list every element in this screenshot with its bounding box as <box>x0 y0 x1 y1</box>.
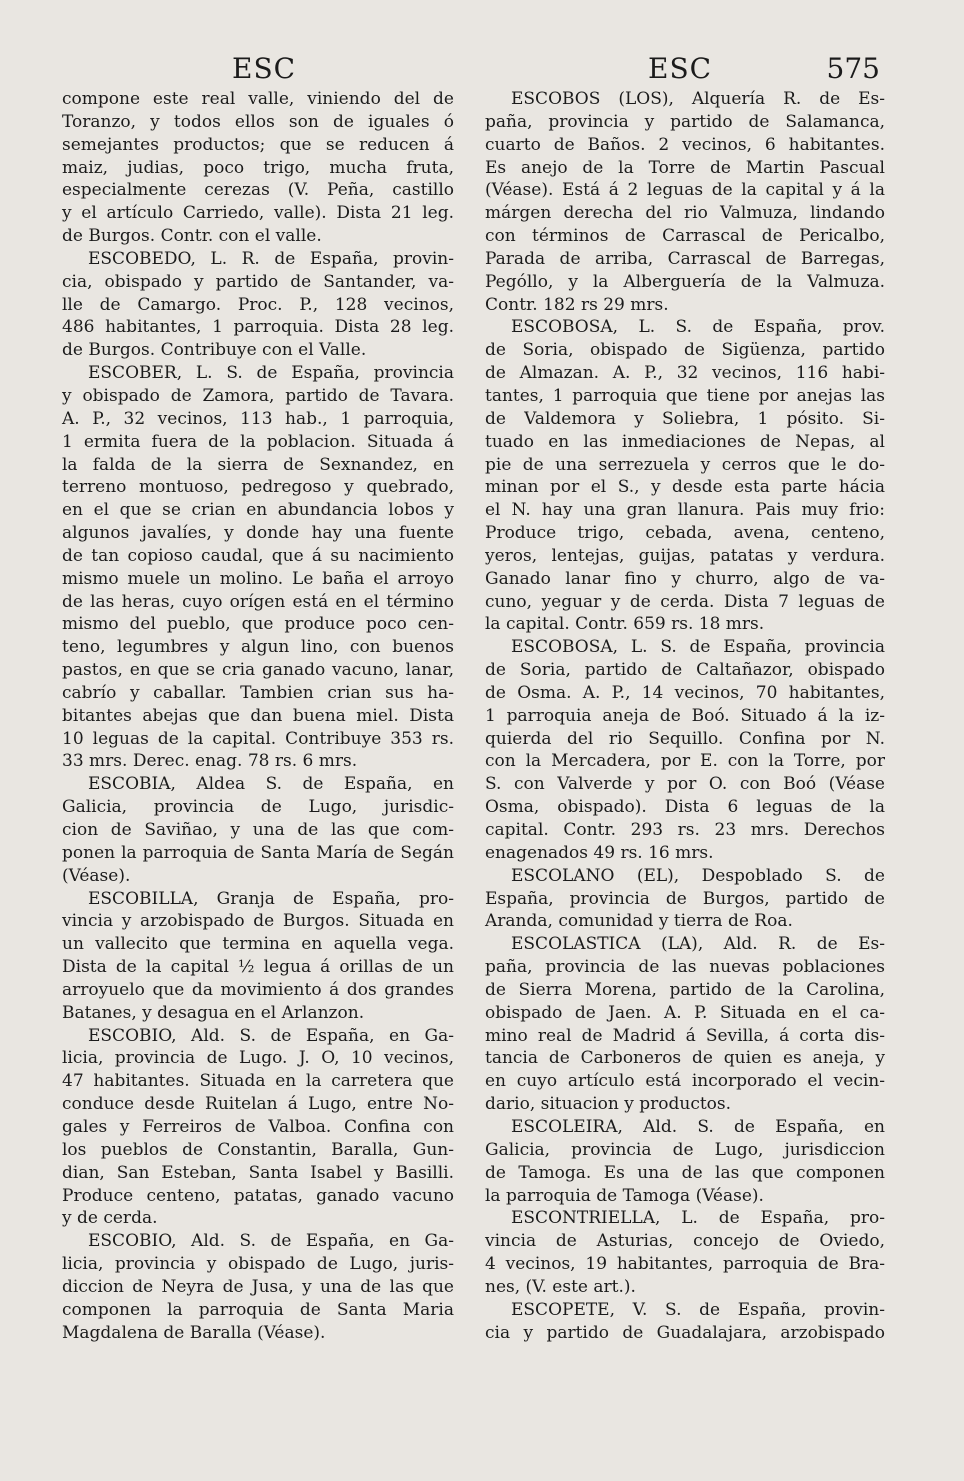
entry-first-line: ESCOLEIRA, Ald. S. de España, en <box>511 1116 885 1137</box>
text-line: de Valdemora y Soliebra, 1 pósito. Si- <box>485 408 885 429</box>
text-line: (Véase). Está á 2 leguas de la capital y á la <box>485 180 885 201</box>
page-number: 575 <box>826 52 880 85</box>
entry-first-line: ESCOBOSA, L. S. de España, prov. <box>511 317 885 338</box>
text-line: dian, San Esteban, Santa Isabel y Basilli. <box>62 1162 454 1183</box>
text-line: arroyuelo que da movimiento á dos grandes <box>62 979 454 1000</box>
text-line: dario, situacion y productos. <box>485 1094 732 1115</box>
text-line: 33 mrs. Derec. enag. 78 rs. 6 mrs. <box>62 751 358 772</box>
text-line: vincia y arzobispado de Burgos. Situada en <box>62 911 454 932</box>
text-line: 4 vecinos, 19 habitantes, parroquia de Bra- <box>485 1254 885 1275</box>
text-line: de Burgos. Contr. con el valle. <box>62 226 322 247</box>
text-line: capital. Contr. 293 rs. 23 mrs. Derechos <box>485 820 885 840</box>
text-line: lle de Camargo. Proc. P., 128 vecinos, <box>62 294 454 315</box>
left-text-column <box>62 88 454 1344</box>
text-line: obispado de Jaen. A. P. Situada en el ca- <box>485 1002 885 1023</box>
text-line: paña, provincia y partido de Salamanca, <box>485 111 885 132</box>
text-line: cia, obispado y partido de Santander, va- <box>62 271 454 292</box>
entry-first-line: ESCOBIA, Aldea S. de España, en <box>88 774 454 795</box>
text-line: 1 ermita fuera de la poblacion. Situada á <box>62 431 454 452</box>
text-line: Magdalena de Baralla (Véase). <box>62 1322 326 1343</box>
text-line: 486 habitantes, 1 parroquia. Dista 28 leg. <box>62 317 454 338</box>
text-line: conduce desde Ruitelan á Lugo, entre No- <box>62 1094 454 1115</box>
text-line: de Tamoga. Es una de las que componen <box>485 1162 885 1183</box>
text-line: (Véase). <box>62 865 131 886</box>
text-line: tuado en las inmediaciones de Nepas, al <box>485 431 885 452</box>
entry-first-line: ESCONTRIELLA, L. de España, pro- <box>511 1208 885 1229</box>
text-line: licia, provincia y obispado de Lugo, juris- <box>62 1254 454 1275</box>
text-line: A. P., 32 vecinos, 113 hab., 1 parroquia, <box>62 408 454 429</box>
text-line: la parroquia de Tamoga (Véase). <box>485 1185 764 1206</box>
text-line: cion de Saviñao, y una de las que com- <box>62 820 454 840</box>
text-line: mismo del pueblo, que produce poco cen- <box>62 614 454 635</box>
text-line: el N. hay una gran llanura. Pais muy frio: <box>485 500 885 521</box>
text-line: Parada de arriba, Carrascal de Barregas, <box>485 248 885 269</box>
text-line: licia, provincia de Lugo. J. O, 10 vecinos, <box>62 1048 454 1069</box>
text-line: Aranda, comunidad y tierra de Roa. <box>485 911 793 932</box>
text-line: terreno montuoso, pedregoso y quebrado, <box>62 477 454 498</box>
text-line: nes, (V. este art.). <box>485 1276 636 1297</box>
text-line: con la Mercadera, por E. con la Torre, por <box>485 751 885 772</box>
text-line: ponen la parroquia de Santa María de Segán <box>62 842 454 863</box>
text-line: enagenados 49 rs. 16 mrs. <box>485 842 714 863</box>
text-line: semejantes productos; que se reducen á <box>62 134 454 155</box>
text-line: Batanes, y desagua en el Arlanzon. <box>62 1002 365 1023</box>
text-line: cia y partido de Guadalajara, arzobispado <box>485 1322 885 1343</box>
text-line: Es anejo de la Torre de Martin Pascual <box>485 157 885 178</box>
text-line: de tan copioso caudal, que á su nacimiento <box>62 545 454 566</box>
text-line: Contr. 182 rs 29 mrs. <box>485 294 669 315</box>
text-line: Toranzo, y todos ellos son de iguales ó <box>62 111 454 132</box>
text-line: márgen derecha del rio Valmuza, lindando <box>485 203 885 224</box>
entry-first-line: ESCOBER, L. S. de España, provincia <box>88 363 454 384</box>
text-line: Produce centeno, patatas, ganado vacuno <box>62 1185 454 1206</box>
text-line: de Almazan. A. P., 32 vecinos, 116 habi- <box>485 363 885 384</box>
text-line: España, provincia de Burgos, partido de <box>485 888 885 909</box>
text-line: Pególlo, y la Alberguería de la Valmuza. <box>485 271 885 292</box>
text-line: los pueblos de Constantin, Baralla, Gun- <box>62 1139 454 1160</box>
entry-first-line: ESCOBILLA, Granja de España, pro- <box>88 888 454 909</box>
entry-first-line: ESCOLASTICA (LA), Ald. R. de Es- <box>511 934 885 955</box>
text-line: Produce trigo, cebada, avena, centeno, <box>485 523 885 544</box>
text-line: con términos de Carrascal de Pericalbo, <box>485 226 885 247</box>
text-line: 1 parroquia aneja de Boó. Situado á la iz- <box>485 705 885 726</box>
right-text-column <box>485 88 885 1344</box>
text-line: vincia de Asturias, concejo de Oviedo, <box>485 1231 885 1252</box>
text-line: Galicia, provincia de Lugo, jurisdiccion <box>485 1139 885 1160</box>
text-line: diccion de Neyra de Jusa, y una de las que <box>62 1276 454 1297</box>
text-line: minan por el S., y desde esta parte hácia <box>485 477 885 498</box>
text-line: de Osma. A. P., 14 vecinos, 70 habitantes, <box>485 682 885 703</box>
text-line: de Soria, partido de Caltañazor, obispado <box>485 660 885 681</box>
entry-first-line: ESCOPETE, V. S. de España, provin- <box>511 1299 885 1320</box>
text-line: y el artículo Carriedo, valle). Dista 21 leg. <box>62 203 454 224</box>
text-line: la falda de la sierra de Sexnandez, en <box>62 454 454 475</box>
entry-first-line: ESCOBOSA, L. S. de España, provincia <box>511 637 885 658</box>
text-line: pastos, en que se cria ganado vacuno, lanar, <box>62 660 454 681</box>
text-line: un vallecito que termina en aquella vega. <box>62 934 454 955</box>
text-line: S. con Valverde y por O. con Boó (Véase <box>485 774 885 795</box>
text-line: de Soria, obispado de Sigüenza, partido <box>485 340 885 361</box>
text-line: Ganado lanar fino y churro, algo de va- <box>485 568 885 589</box>
entry-first-line: ESCOBEDO, L. R. de España, provin- <box>88 248 454 269</box>
running-header-left: ESC <box>232 52 297 85</box>
text-line: paña, provincia de las nuevas poblaciones <box>485 957 885 978</box>
text-line: y de cerda. <box>62 1208 158 1229</box>
text-line: y obispado de Zamora, partido de Tavara. <box>62 385 454 406</box>
text-line: mismo muele un molino. Le baña el arroyo <box>62 568 454 589</box>
text-line: Galicia, provincia de Lugo, jurisdic- <box>62 797 454 818</box>
text-line: Dista de la capital ½ legua á orillas de un <box>62 957 454 978</box>
text-line: de Burgos. Contribuye con el Valle. <box>62 340 367 361</box>
entry-first-line: ESCOBIO, Ald. S. de España, en Ga- <box>88 1025 454 1046</box>
text-line: en cuyo artículo está incorporado el vecin- <box>485 1071 885 1092</box>
text-line: quierda del rio Sequillo. Confina por N. <box>485 728 885 749</box>
text-line: pie de una serrezuela y cerros que le do- <box>485 454 885 475</box>
text-line: gales y Ferreiros de Valboa. Confina con <box>62 1116 454 1137</box>
text-line: de las heras, cuyo orígen está en el término <box>62 591 454 612</box>
text-line: componen la parroquia de Santa Maria <box>62 1299 454 1320</box>
text-line: cuarto de Baños. 2 vecinos, 6 habitantes. <box>485 134 885 155</box>
text-line: algunos javalíes, y donde hay una fuente <box>62 523 454 544</box>
entry-first-line: ESCOBOS (LOS), Alquería R. de Es- <box>511 89 885 109</box>
text-line: teno, legumbres y algun lino, con buenos <box>62 637 454 658</box>
text-line: mino real de Madrid á Sevilla, á corta dis- <box>485 1025 885 1046</box>
text-line: maiz, judias, poco trigo, mucha fruta, <box>62 157 454 178</box>
text-line: Osma, obispado). Dista 6 leguas de la <box>485 797 885 818</box>
text-line: la capital. Contr. 659 rs. 18 mrs. <box>485 614 765 635</box>
text-line: 10 leguas de la capital. Contribuye 353 rs. <box>62 728 454 749</box>
running-header-right: ESC <box>648 52 713 85</box>
text-line: 47 habitantes. Situada en la carretera que <box>62 1071 454 1092</box>
text-line: cuno, yeguar y de cerda. Dista 7 leguas de <box>485 591 885 612</box>
text-line: yeros, lentejas, guijas, patatas y verdura. <box>485 545 885 566</box>
text-line: de Sierra Morena, partido de la Carolina, <box>485 979 885 1000</box>
text-line: tantes, 1 parroquia que tiene por anejas las <box>485 385 885 406</box>
entry-first-line: ESCOBIO, Ald. S. de España, en Ga- <box>88 1231 454 1252</box>
text-line: tancia de Carboneros de quien es aneja, y <box>485 1048 885 1069</box>
text-line: bitantes abejas que dan buena miel. Dista <box>62 705 454 726</box>
text-line: cabrío y caballar. Tambien crian sus ha- <box>62 682 454 703</box>
text-line: en el que se crian en abundancia lobos y <box>62 500 454 521</box>
entry-first-line: ESCOLANO (EL), Despoblado S. de <box>511 865 885 886</box>
text-line: compone este real valle, viniendo del de <box>62 89 454 109</box>
text-line: especialmente cerezas (V. Peña, castillo <box>62 180 454 201</box>
